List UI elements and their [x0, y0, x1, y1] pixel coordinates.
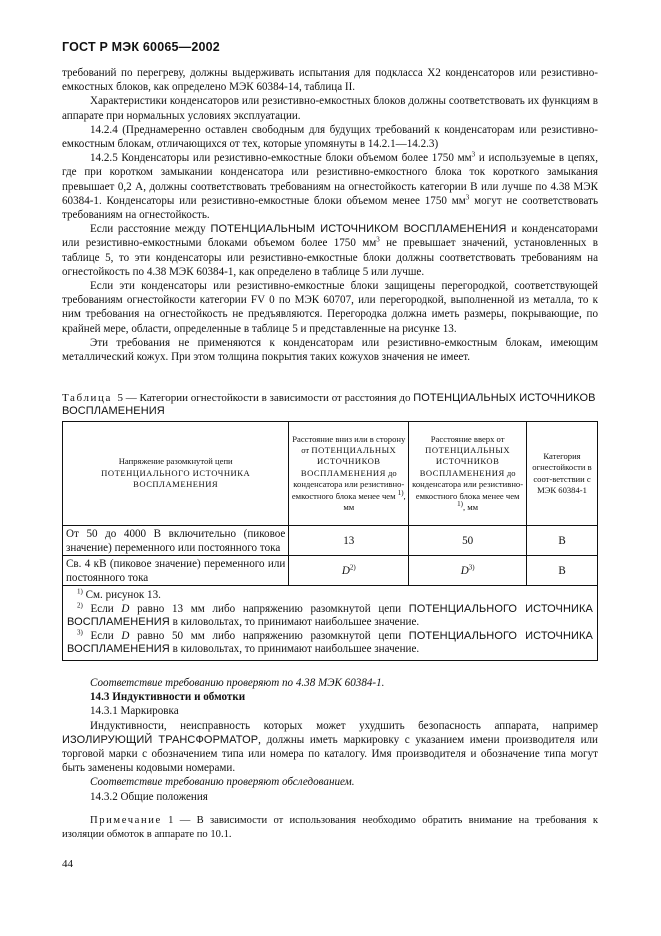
header-category: Категория огнестойкости в соот-ветствии с МЭК 60384-1 — [527, 422, 598, 526]
cell-up: 50 — [409, 526, 527, 556]
cell-voltage: От 50 до 4000 В включительно (пиковое значение) переменного или постоянного тока — [63, 526, 289, 556]
cell-up: $D^{3)}$ — [409, 556, 527, 586]
paragraph-inductance: Индуктивности, неисправность которых может ухудшить безопасность аппарата, например ИЗОЛИРУЮЩИЙ ТРАНСФОРМАТОР, должны иметь маркировку с указанием имени производителя или торговой марки с обозначением типа или номера по каталогу. Имя производителя и обозначение типа могут быть заменены кодовыми номерами. — [62, 719, 598, 775]
cell-voltage: Св. 4 кВ (пиковое значение) переменного или постоянного тока — [63, 556, 289, 586]
table-row — [63, 526, 598, 556]
fire-category-table — [62, 421, 598, 661]
body-text-bottom — [62, 676, 598, 842]
subsection-heading: 14.3.2 Общие положения — [90, 790, 208, 803]
table-footnotes-row — [63, 586, 598, 661]
page-number: 44 — [62, 858, 73, 870]
header-voltage: Напряжение разомкнутой цепи ПОТЕНЦИАЛЬНОГО ИСТОЧНИКА ВОСПЛАМЕНЕНИЯ — [63, 422, 289, 526]
body-text-top — [62, 66, 598, 364]
paragraph: требований по перегреву, должны выдерживать испытания для подкласса X2 конденсаторов или резистивно-емкостных блоков, как определено МЭК 60384-14, таблица II. — [62, 67, 598, 94]
cell-down: 13 — [289, 526, 409, 556]
cell-down: $D^{2)}$ — [289, 556, 409, 586]
table-caption: Таблица 5 — Категории огнестойкости в зависимости от расстояния до ПОТЕНЦИАЛЬНЫХ ИСТОЧНИКОВ ВОСПЛАМЕНЕНИЯ — [62, 392, 596, 417]
footnote-3: $^{3)}$ Если D равно 50 мм либо напряжению разомкнутой цепи ПОТЕНЦИАЛЬНОГО ИСТОЧНИКА ВОСПЛАМЕНЕНИЯ в киловольтах, то принимают наибольшее значение. — [67, 628, 593, 656]
header-distance-down: Расстояние вниз или в сторону от ПОТЕНЦИАЛЬНЫХ ИСТОЧНИКОВ ВОСПЛАМЕНЕНИЯ до конденсатора или резистивно-емкостного блока менее чем $^{1)}$, мм — [289, 422, 409, 526]
paragraph: Характеристики конденсаторов или резистивно-емкостных блоков должны соответствовать их функциям в аппарате при нормальных условиях эксплуатации. — [62, 95, 598, 122]
cell-category: В — [527, 556, 598, 586]
section-heading: 14.3 Индуктивности и обмотки — [90, 691, 246, 704]
table-row — [63, 556, 598, 586]
document-header: ГОСТ Р МЭК 60065—2002 — [62, 40, 220, 54]
term-caps: ПОТЕНЦИАЛЬНЫМ ИСТОЧНИКОМ ВОСПЛАМЕНЕНИЯ — [210, 223, 507, 236]
table-header-row — [63, 422, 598, 526]
header-distance-up: Расстояние вверх от ПОТЕНЦИАЛЬНЫХ ИСТОЧНИКОВ ВОСПЛАМЕНЕНИЯ до конденсатора или резистивно-емкостного блока менее чем $^{1)}$, мм — [409, 422, 527, 526]
footnote-2: $^{2)}$ Если D равно 13 мм либо напряжению разомкнутой цепи ПОТЕНЦИАЛЬНОГО ИСТОЧНИКА ВОСПЛАМЕНЕНИЯ в киловольтах, то принимают наибольшее значение. — [67, 600, 593, 629]
compliance-check: Соответствие требованию проверяют обследованием. — [90, 776, 355, 789]
paragraph: 14.2.4 (Преднамеренно оставлен свободным для будущих требований к конденсаторам или резистивно-емкостным блокам, отличающихся от тех, которые упомянуты в 14.2.1—14.2.3) — [62, 123, 598, 151]
footnote-1: $^{1)}$ См. рисунок 13. — [77, 587, 161, 601]
note: Примечание 1 — В зависимости от использования необходимо обратить внимание на требования к изоляции обмоток в аппарате по 10.1. — [62, 814, 598, 841]
paragraph-14-2-5: 14.2.5 Конденсаторы или резистивно-емкостные блоки объемом более 1750 $мм^3$ и используемые в цепях, где при коротком замыкании конденсатора или резистивно-емкостного блока ток короткого замыкания превышает 0,2 А, должны соответствовать требованиям на огнестойкость категории В или лучше по 4.38 МЭК 60384-1. Конденсаторы или резистивно-емкостные блоки объемом менее 1750 $мм^3$ могут не соответствовать требованиям на огнестойкость. — [62, 150, 598, 222]
paragraph: Если эти конденсаторы или резистивно-емкостные блоки защищены перегородкой, соответствующей требованиям огнестойкости категории FV 0 по МЭК 60707, или перегородкой, выполненной из металла, то к ним требования на огнестойкость не предъявляются. Перегородка должна иметь размеры, покрывающие, по крайней мере, области, определенные в таблице 5 и представленные на рисунке 13. — [62, 280, 598, 335]
paragraph-distance: Если расстояние между ПОТЕНЦИАЛЬНЫМ ИСТОЧНИКОМ ВОСПЛАМЕНЕНИЯ и конденсаторами или резистивно-емкостными блоками объемом более 1750 $мм^3$ не превышает значений, установленных в таблице 5, то эти конденсаторы или резистивно-емкостные блоки должны соответствовать требованиям на огнестойкость по 4.38 МЭК 60384-1, как определено в таблице 5 или лучше. — [62, 223, 599, 278]
table-footnotes — [63, 586, 598, 661]
compliance-check: Соответствие требованию проверяют по 4.38 МЭК 60384-1. — [90, 677, 385, 689]
cell-category: В — [527, 526, 598, 556]
subsection-heading: 14.3.1 Маркировка — [90, 705, 179, 718]
paragraph: Эти требования не применяются к конденсаторам или резистивно-емкостным блокам, имеющим металлический кожух. При этом толщина покрытия таких кожухов значения не имеет. — [62, 336, 598, 364]
